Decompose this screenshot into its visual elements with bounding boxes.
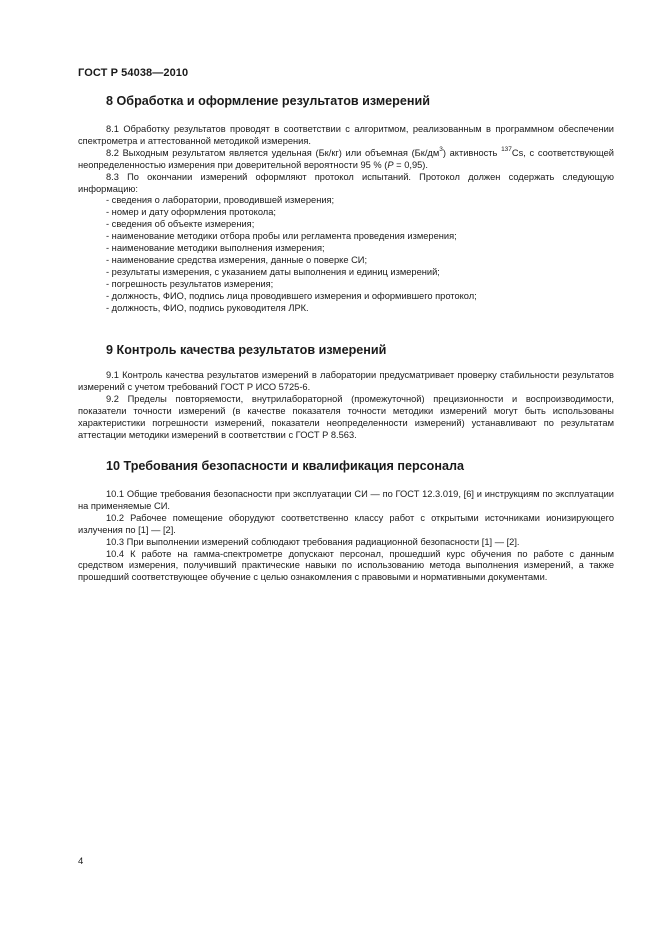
list-item: - наименование средства измерения, данные о поверке СИ;: [106, 254, 368, 265]
section-8-body: [78, 124, 614, 315]
list-item: - наименование методики отбора пробы или регламента проведения измерения;: [106, 231, 457, 242]
list-item: - должность, ФИО, подпись руководителя ЛРК.: [106, 302, 309, 313]
section-9-title: 9 Контроль качества результатов измерений: [106, 343, 387, 357]
paragraph-8-1: 8.1 Обработку результатов проводят в соответствии с алгоритмом, реализованным в программном обеспечении спектрометра и аттестованной методикой измерения.: [78, 124, 614, 146]
section-10-body: [78, 489, 614, 584]
section-10-title: 10 Требования безопасности и квалификация персонала: [106, 459, 464, 473]
section-8-title: 8 Обработка и оформление результатов измерений: [106, 94, 430, 108]
list-item: - результаты измерения, с указанием даты выполнения и единиц измерений;: [106, 266, 440, 277]
paragraph-10-1: 10.1 Общие требования безопасности при эксплуатации СИ — по ГОСТ 12.3.019, [6] и инструкциям по эксплуатации на применяемые СИ.: [78, 489, 614, 511]
document-id: ГОСТ Р 54038—2010: [78, 67, 189, 79]
protocol-contents-list: [78, 195, 614, 314]
paragraph-8-3: 8.3 По окончании измерений оформляют протокол испытаний. Протокол должен содержать следующую информацию:: [78, 171, 614, 194]
list-item: - сведения о лаборатории, проводившей измерения;: [106, 195, 335, 206]
paragraph-10-2: 10.2 Рабочее помещение оборудуют соответственно классу работ с открытыми источниками ионизирующего излучения по [1] — [2].: [78, 512, 614, 535]
list-item: - наименование методики выполнения измерения;: [106, 243, 325, 254]
list-item: - номер и дату оформления протокола;: [106, 207, 276, 218]
list-item: - должность, ФИО, подпись лица проводившего измерения и оформившего протокол;: [106, 290, 477, 301]
paragraph-10-4: 10.4 К работе на гамма-спектрометре допускают персонал, прошедший курс обучения по работе с данным средством измерения, получивший практические навыки по использованию метода выполнения измерений, а также прошедший соответствующее обучение с целью ознакомления с правовыми и нормативными документами.: [78, 548, 614, 583]
paragraph-10-3: 10.3 При выполнении измерений соблюдают требования радиационной безопасности [1] — [2].: [106, 536, 520, 547]
section-9-body: [78, 370, 614, 441]
paragraph-9-2: 9.2 Пределы повторяемости, внутрилабораторной (промежуточной) прецизионности и воспроизводимости, показатели точности измерений (в качестве показателя точности методики измерений могут быть использованы характеристики погрешности измерений, показатели неопределенности измерений) устанавливают по результатам аттестации методики измерений в соответствии с ГОСТ Р 8.563.: [78, 393, 614, 440]
paragraph-9-1: 9.1 Контроль качества результатов измерений в лаборатории предусматривает проверку стабильности результатов измерений с учетом требований ГОСТ Р ИСО 5725-6.: [78, 370, 614, 392]
list-item: - сведения об объекте измерения;: [106, 219, 255, 230]
paragraph-8-2: 8.2 Выходным результатом является удельная (Бк/кг) или объемная $(Бк/дм^3)$ активность $^{137}$Cs, с соответствующей неопределенностью измерения при доверительной вероятности 95 % (P = 0,95).: [78, 145, 614, 170]
page-number: 4: [78, 856, 84, 867]
list-item: - погрешность результатов измерения;: [106, 278, 274, 289]
